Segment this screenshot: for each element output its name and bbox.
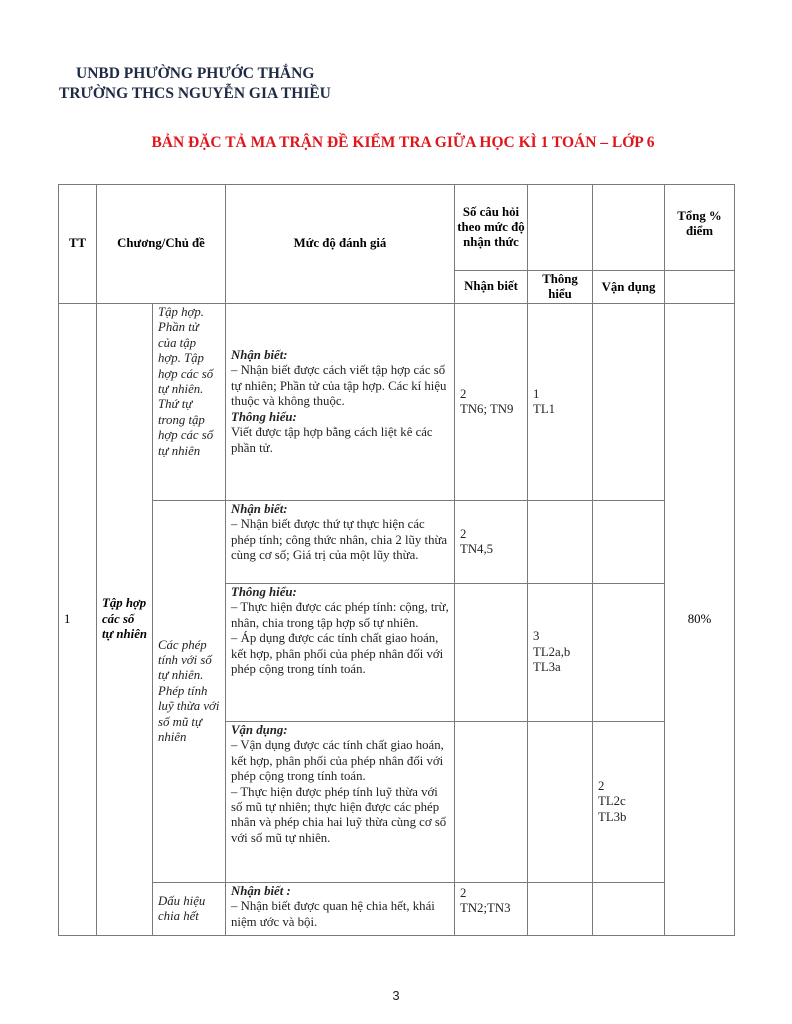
level-label: Nhận biết:	[231, 348, 288, 363]
count: 2	[598, 778, 605, 793]
thong-hieu-cell	[528, 722, 593, 883]
level-label: Thông hiểu:	[231, 585, 297, 599]
header-van-dung: Vận dụng	[593, 271, 665, 304]
description-line: – Áp dụng được các tính chất giao hoán, kết hợp, phân phối của phép nhân đối với phép cộng trong tính toán.	[231, 631, 444, 677]
count: 2	[460, 386, 467, 401]
subtopic: Tập hợp. Phần tử của tập hợp. Tập hợp các số tự nhiên. Thứ tự trong tập hợp các số tự nhiên	[153, 304, 226, 501]
table-row	[59, 883, 735, 936]
table-row	[59, 304, 735, 501]
thong-hieu-cell	[528, 584, 593, 722]
van-dung-cell	[593, 501, 665, 584]
header-empty-1	[528, 185, 593, 271]
level-description	[226, 304, 455, 501]
question-ids: TN6; TN9	[460, 402, 514, 416]
level-label: Vận dụng:	[231, 723, 288, 737]
thong-hieu-cell	[528, 883, 593, 936]
table-row	[59, 501, 735, 584]
level-description	[226, 501, 455, 584]
question-ids: TL2a,b	[533, 644, 571, 659]
description-line: – Nhận biết được cách viết tập hợp các số tự nhiên; Phần tử của tập hợp. Các kí hiệu thuộc và không thuộc.	[231, 363, 447, 409]
nhan-biet-cell	[455, 501, 528, 584]
question-ids: TN4,5	[460, 542, 494, 557]
question-ids: TL1	[533, 402, 556, 416]
header-row-1	[59, 185, 735, 271]
description-line: – Vận dụng được các tính chất giao hoán, kết hợp, phân phối của phép nhân đối với phép cộng trong tính toán.	[231, 738, 444, 784]
nhan-biet-cell	[455, 883, 528, 936]
question-ids: TN2;TN3	[460, 901, 511, 916]
count: 1	[533, 386, 540, 401]
row-number: 1	[59, 304, 97, 936]
question-ids: TL3a	[533, 660, 561, 675]
total-percent: 80%	[665, 304, 735, 936]
header-tt: TT	[59, 185, 97, 304]
subtopic: Dấu hiệu chia hết	[153, 883, 226, 936]
level-description	[226, 584, 455, 722]
header-thong-hieu: Thông hiểu	[528, 271, 593, 304]
header-question-count: Số câu hỏi theo mức độ nhận thức	[455, 185, 528, 271]
header-level: Mức độ đánh giá	[226, 185, 455, 304]
header-nhan-biet: Nhận biết	[455, 271, 528, 304]
header-chapter: Chương/Chủ đề	[97, 185, 226, 304]
subtopic: Các phép tính với số tự nhiên. Phép tính luỹ thừa với số mũ tự nhiên	[153, 501, 226, 883]
description-line: – Nhận biết được thứ tự thực hiện các phép tính; công thức nhân, chia 2 lũy thừa cùng cơ số; Giá trị của một lũy thừa.	[231, 517, 448, 563]
level-description	[226, 883, 455, 936]
description-line: – Nhận biết được quan hệ chia hết, khái niệm ước và bội.	[231, 899, 435, 929]
count: 2	[460, 527, 467, 541]
van-dung-cell	[593, 722, 665, 883]
header-total-empty	[665, 271, 735, 304]
topic-name: Tập hợp các số tự nhiên	[97, 304, 153, 936]
header-total: Tổng % điểm	[665, 185, 735, 271]
nhan-biet-cell	[455, 304, 528, 501]
van-dung-cell	[593, 584, 665, 722]
description-line: – Thực hiện được các phép tính: cộng, trừ, nhân, chia trong tập hợp số tự nhiên.	[231, 600, 449, 630]
level-label: Nhận biết :	[231, 884, 291, 898]
page-number: 3	[392, 988, 400, 1003]
question-ids: TL3b	[598, 809, 627, 824]
level-description	[226, 722, 455, 883]
description-line: Viết được tập hợp bằng cách liệt kê các phần tử.	[231, 425, 433, 455]
question-ids: TL2c	[598, 794, 626, 809]
van-dung-cell	[593, 304, 665, 501]
thong-hieu-cell	[528, 304, 593, 501]
school-name: TRƯỜNG THCS NGUYỄN GIA THIỀU	[59, 85, 331, 102]
count: 2	[460, 886, 467, 900]
level-label: Thông hiểu:	[231, 409, 297, 424]
department-name: UNBD PHƯỜNG PHƯỚC THẮNG	[76, 65, 315, 82]
assessment-matrix-table	[58, 184, 735, 936]
header-empty-2	[593, 185, 665, 271]
van-dung-cell	[593, 883, 665, 936]
description-line: – Thực hiện được phép tính luỹ thừa với số mũ tự nhiên; thực hiện được các phép nhân và phép chia hai luỹ thừa cùng cơ số với số mũ tự nhiên.	[231, 784, 447, 845]
nhan-biet-cell	[455, 584, 528, 722]
nhan-biet-cell	[455, 722, 528, 883]
document-title: BẢN ĐẶC TẢ MA TRẬN ĐỀ KIỂM TRA GIỮA HỌC KÌ 1 TOÁN – LỚP 6	[151, 134, 655, 151]
level-label: Nhận biết:	[231, 502, 288, 516]
thong-hieu-cell	[528, 501, 593, 584]
count: 3	[533, 629, 540, 644]
